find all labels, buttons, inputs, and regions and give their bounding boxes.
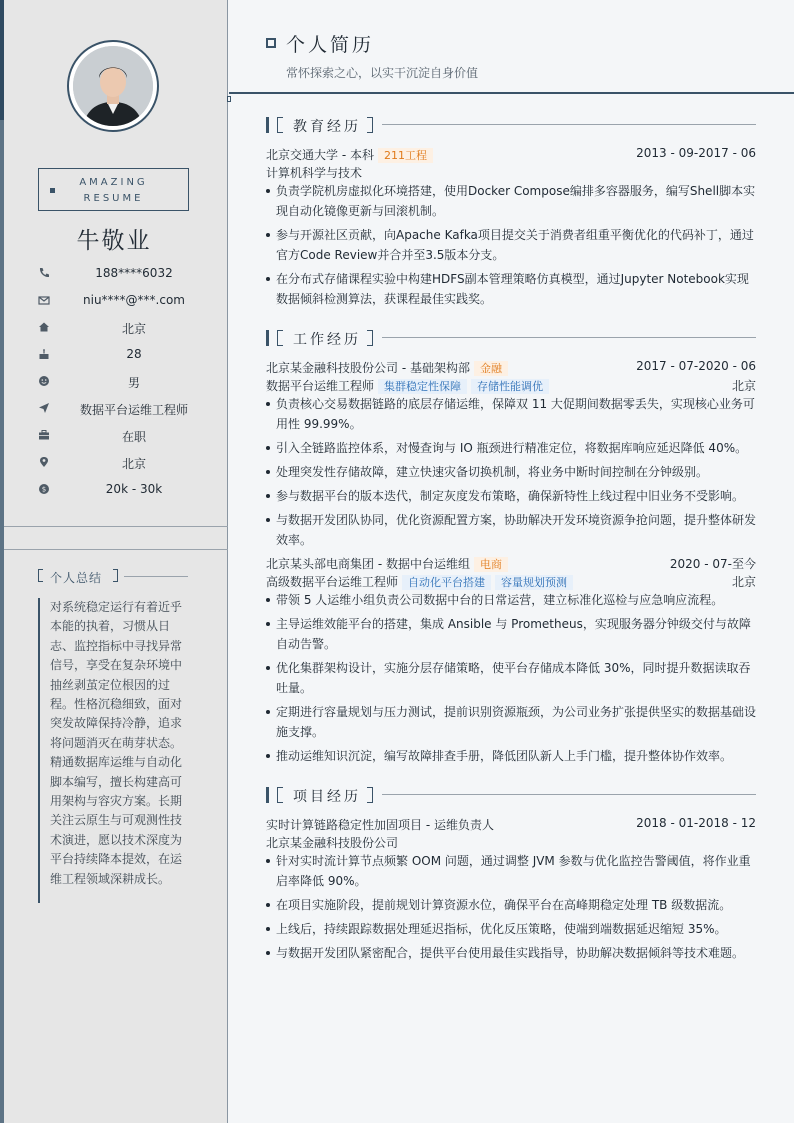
list-item: 负责学院机房虚拟化环境搭建，使用Docker Compose编排多容器服务，编写Shell脚本实现自动化镜像更新与回滚机制。 bbox=[266, 181, 756, 221]
bracket-right-icon bbox=[113, 569, 118, 582]
list-item: 主导运维效能平台的搭建，集成 Ansible 与 Prometheus，实现服务器分钟级交付与故障自动告警。 bbox=[266, 614, 756, 654]
bracket-right-icon bbox=[367, 117, 373, 133]
skill-tag: 自动化平台搭建 bbox=[402, 575, 491, 590]
sidebar-divider bbox=[4, 526, 228, 527]
section-bar bbox=[266, 117, 269, 133]
candidate-name: 牛敬业 bbox=[76, 228, 152, 254]
industry-tag: 金融 bbox=[474, 361, 508, 376]
section-project-heading bbox=[266, 786, 756, 804]
section-rule bbox=[382, 337, 756, 338]
education-entry-header bbox=[266, 145, 756, 163]
job-city: 北京 bbox=[731, 575, 756, 589]
project-name: 实时计算链路稳定性加固项目 - 运维负责人 bbox=[266, 818, 494, 832]
brand-box bbox=[38, 168, 189, 211]
project-date: 2018 - 01-2018 - 12 bbox=[636, 816, 756, 830]
section-work-heading bbox=[266, 329, 756, 347]
job-date: 2020 - 07-至今 bbox=[669, 557, 756, 571]
title-square-icon bbox=[266, 38, 276, 48]
job-date: 2017 - 07-2020 - 06 bbox=[636, 359, 756, 373]
bracket-left-icon bbox=[38, 569, 43, 582]
list-item: 在分布式存储课程实验中构建HDFS副本管理策略仿真模型，通过Jupyter Notebook实现数据倾斜检测算法，获课程最佳实践奖。 bbox=[266, 269, 756, 309]
list-item: 定期进行容量规划与压力测试，提前识别资源瓶颈，为公司业务扩张提供坚实的数据基础设施支撑。 bbox=[266, 702, 756, 742]
list-item: 参与开源社区贡献，向Apache Kafka项目提交关于消费者组重平衡优化的代码补丁，通过官方Code Review并合并至3.5版本分支。 bbox=[266, 225, 756, 265]
bracket-left-icon bbox=[277, 117, 283, 133]
bracket-left-icon bbox=[277, 787, 283, 803]
list-item: 处理突发性存储故障，建立快速灾备切换机制，将业务中断时间控制在分钟级别。 bbox=[266, 462, 756, 482]
education-date: 2013 - 09-2017 - 06 bbox=[636, 146, 756, 160]
job-2-role-row bbox=[266, 572, 756, 590]
major: 计算机科学与技术 bbox=[266, 166, 363, 180]
section-rule bbox=[382, 124, 756, 125]
contact-info-list bbox=[0, 262, 228, 505]
svg-text:$: $ bbox=[41, 485, 47, 494]
skill-tag: 集群稳定性保障 bbox=[378, 379, 467, 394]
job-1-header bbox=[266, 358, 756, 376]
school-name: 北京交通大学 - 本科 bbox=[266, 148, 374, 162]
list-item: 针对实时流计算节点频繁 OOM 问题，通过调整 JVM 参数与优化监控告警阈值，将作业重启率降低 90%。 bbox=[266, 851, 756, 891]
bracket-right-icon bbox=[367, 787, 373, 803]
edge-dark-band bbox=[0, 0, 4, 120]
info-value: 数据平台运维工程师 bbox=[79, 403, 188, 417]
list-item: 推动运维知识沉淀，编写故障排查手册，降低团队新人上手门槛，提升整体协作效率。 bbox=[266, 746, 756, 766]
list-item: 带领 5 人运维小组负责公司数据中台的日常运营，建立标准化巡检与应急响应流程。 bbox=[266, 590, 756, 610]
brand-line-2: RESUME bbox=[83, 193, 144, 204]
section-title: 工作经历 bbox=[293, 332, 361, 348]
info-value: 北京 bbox=[121, 457, 146, 471]
list-item: 与数据开发团队协同，优化资源配置方案，协助解决开发环境资源争抢问题，提升整体研发效率。 bbox=[266, 510, 756, 550]
list-item: 优化集群架构设计，实施分层存储策略，使平台存储成本降低 30%，同时提升数据读取吞吐量。 bbox=[266, 658, 756, 698]
info-value: 北京 bbox=[121, 322, 146, 336]
info-position bbox=[0, 397, 228, 424]
list-item: 上线后，持续跟踪数据处理延迟指标，优化反压策略，使端到端数据延迟缩短 35%。 bbox=[266, 919, 756, 939]
summary-rule bbox=[124, 576, 188, 577]
main-content bbox=[229, 0, 794, 1123]
job-1-role-row bbox=[266, 376, 756, 394]
job-2-header bbox=[266, 554, 756, 572]
page-title: 个人简历 bbox=[286, 34, 375, 56]
list-item: 在项目实施阶段，提前规划计算资源水位，确保平台在高峰期稳定处理 TB 级数据流。 bbox=[266, 895, 756, 915]
sidebar-divider bbox=[4, 549, 228, 550]
company-name: 北京某金融科技股份公司 - 基础架构部 bbox=[266, 361, 470, 375]
avatar-portrait-icon bbox=[73, 46, 153, 126]
brand-square-icon bbox=[50, 188, 55, 193]
project-bullets bbox=[266, 851, 756, 967]
section-title: 教育经历 bbox=[293, 119, 361, 135]
section-education-heading bbox=[266, 116, 756, 134]
company-name: 北京某头部电商集团 - 数据中台运维组 bbox=[266, 557, 470, 571]
info-gender bbox=[0, 370, 228, 397]
job-1-bullets bbox=[266, 394, 756, 554]
avatar bbox=[73, 46, 153, 126]
section-title: 项目经历 bbox=[293, 789, 361, 805]
sidebar bbox=[0, 0, 228, 1123]
info-phone bbox=[0, 262, 228, 289]
summary-title: 个人总结 bbox=[50, 571, 103, 585]
list-item: 引入全链路监控体系，对慢查询与 IO 瓶颈进行精准定位，将数据库响应延迟降低 40%。 bbox=[266, 438, 756, 458]
info-value: 男 bbox=[127, 376, 140, 390]
section-bar bbox=[266, 330, 269, 346]
info-value: 188****6032 bbox=[95, 266, 173, 280]
info-value: niu****@***.com bbox=[83, 293, 185, 307]
header-rule bbox=[229, 92, 794, 94]
info-salary bbox=[0, 478, 228, 505]
section-bar bbox=[266, 787, 269, 803]
corner-mark-icon bbox=[227, 96, 231, 102]
info-value: 在职 bbox=[121, 430, 146, 444]
info-age bbox=[0, 343, 228, 370]
bracket-left-icon bbox=[277, 330, 283, 346]
info-home bbox=[0, 316, 228, 343]
section-rule bbox=[382, 794, 756, 795]
summary-text: 对系统稳定运行有着近乎本能的执着，习惯从日志、监控指标中寻找异常信号，享受在复杂环境中抽丝剥茧定位根因的过程。性格沉稳细致，面对突发故障保持冷静，追求将问题消灭在萌芽状态。精通数据库运维与自动化脚本编写，擅长构建高可用架构与容灾方案。长期关注云原生与可观测性技术演进，愿以技术深度为平台持续降本提效，在运维工程领域深耕成长。 bbox=[38, 598, 188, 903]
project-header bbox=[266, 815, 756, 833]
education-major-row bbox=[266, 163, 756, 181]
info-value: 20k - 30k bbox=[105, 482, 163, 496]
info-value: 28 bbox=[126, 347, 142, 361]
skill-tag: 容量规划预测 bbox=[495, 575, 573, 590]
skill-tag: 存储性能调优 bbox=[471, 379, 549, 394]
project-company-row bbox=[266, 833, 756, 851]
list-item: 与数据开发团队紧密配合，提供平台使用最佳实践指导，协助解决数据倾斜等技术难题。 bbox=[266, 943, 756, 963]
job-role: 高级数据平台运维工程师 bbox=[266, 575, 399, 589]
education-bullets bbox=[266, 181, 756, 313]
summary-heading bbox=[38, 569, 188, 585]
project-company: 北京某金融科技股份公司 bbox=[266, 836, 399, 850]
job-city: 北京 bbox=[731, 379, 756, 393]
job-2-bullets bbox=[266, 590, 756, 770]
bracket-right-icon bbox=[367, 330, 373, 346]
avatar-frame bbox=[67, 40, 159, 132]
list-item: 负责核心交易数据链路的底层存储运维，保障双 11 大促期间数据零丢失，实现核心业务可用性 99.99%。 bbox=[266, 394, 756, 434]
info-email bbox=[0, 289, 228, 316]
list-item: 参与数据平台的版本迭代，制定灰度发布策略，确保新特性上线过程中旧业务不受影响。 bbox=[266, 486, 756, 506]
brand-line-1: AMAZING bbox=[79, 177, 148, 188]
sidebar-edge-stripe bbox=[0, 0, 4, 1123]
info-status bbox=[0, 424, 228, 451]
industry-tag: 电商 bbox=[474, 557, 508, 572]
page-subtitle: 常怀探索之心，以实干沉淀自身价值 bbox=[286, 66, 479, 80]
school-tag: 211工程 bbox=[378, 148, 433, 163]
info-city bbox=[0, 451, 228, 478]
job-role: 数据平台运维工程师 bbox=[266, 379, 375, 393]
